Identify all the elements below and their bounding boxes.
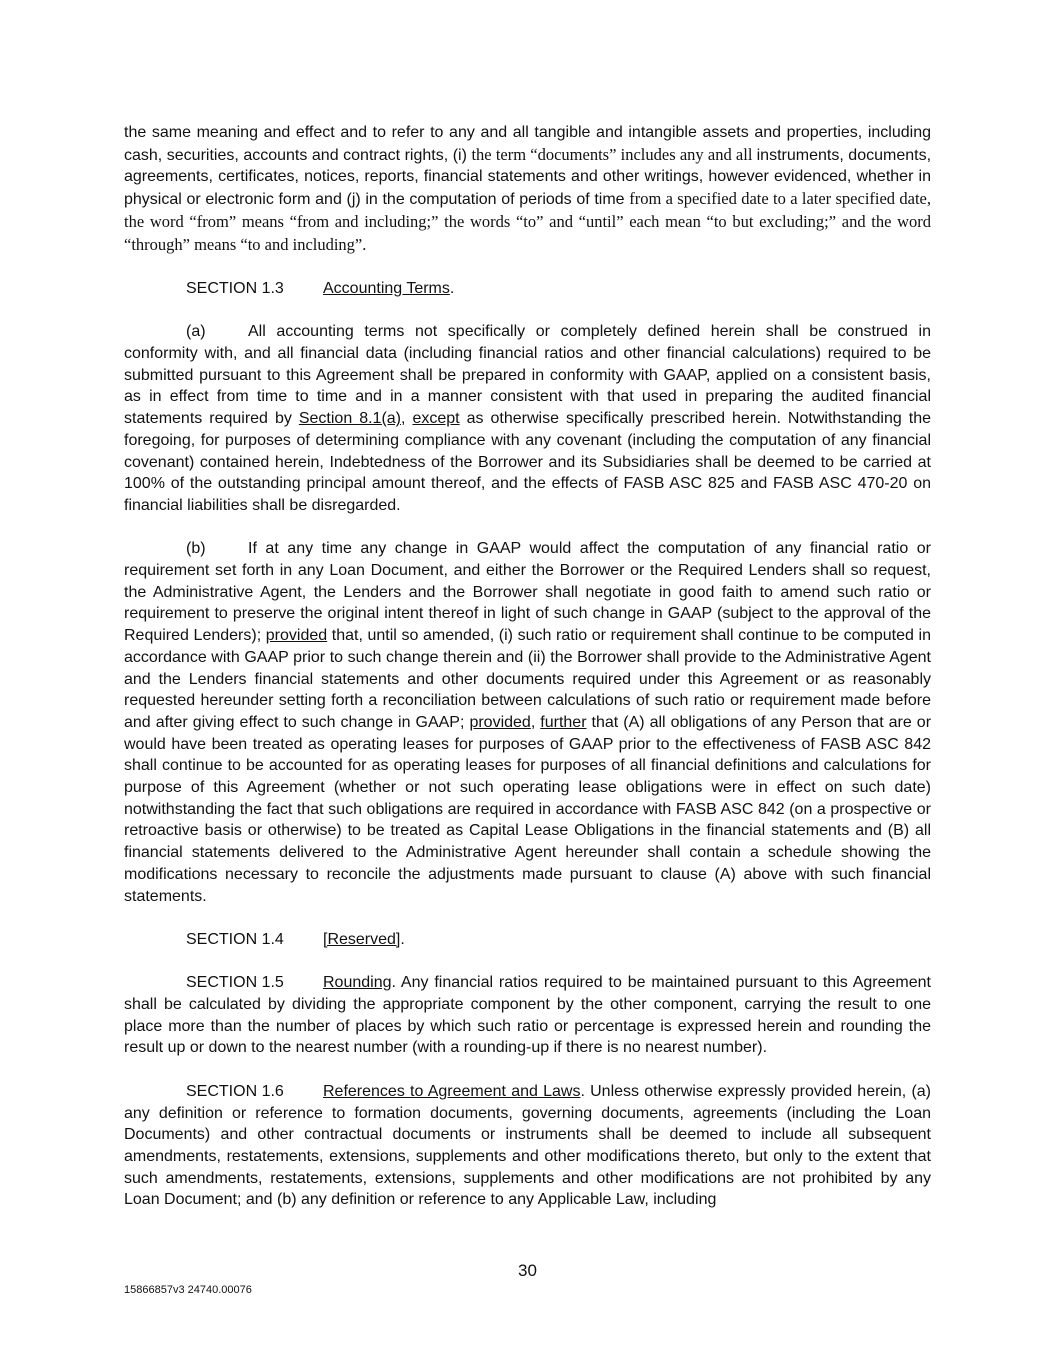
section-1-3-heading [124, 278, 931, 300]
paragraph-text: . Any financial ratios required to be maintained pursuant to this Agreement shall be calculated by dividing the appropriate component by the other component, carrying the result to one place more than the number of places by which such ratio or percentage is expressed herein and rounding the result up or down to the nearest number (with a rounding-up if there is no nearest number). [124, 974, 931, 1057]
section-title: Accounting Terms [323, 279, 450, 297]
section-title-period: . [400, 930, 405, 948]
section-1-3-paragraph-a [124, 321, 931, 516]
paragraph-text: All accounting terms not specifically or completely defined herein shall be construed in conformity with, and all financial data (including financial ratios and other financial calculations) required to be submitted pursuant to this Agreement shall be prepared in conformity with GAAP, applied on a consistent basis, as in effect from time to time and in a manner consistent with that used in preparing the audited financial statements required by [124, 323, 931, 428]
provided-term: provided [469, 713, 531, 731]
document-body [124, 122, 931, 1211]
paragraph-text: as otherwise specifically prescribed herein. Notwithstanding the foregoing, for purposes of determining compliance with any covenant (including the computation of any financial covenant) contained herein, Indebtedness of the Borrower and its Subsidiaries shall be deemed to be carried at 100% of the outstanding principal amount thereof, and the effects of FASB ASC 825 and FASB ASC 470-20 on financial liabilities shall be disregarded. [124, 410, 932, 514]
paragraph-text: . Unless otherwise expressly provided herein, (a) any definition or reference to formation documents, governing documents, agreements (including the Loan Documents) and other contractual documents or instruments shall be deemed to include all subsequent amendments, restatements, extensions, supplements and other modifications thereto, but only to the extent that such amendments, restatements, extensions, supplements and other modifications are not prohibited by any Loan Document; and (b) any definition or reference to any Applicable Law, including [124, 1082, 931, 1209]
section-number: SECTION 1.4 [186, 930, 284, 948]
provided-term: provided [265, 627, 328, 645]
section-1-4-heading [124, 929, 931, 951]
intro-text-2: the term “documents” includes any and all [471, 144, 757, 164]
page-number: 30 [518, 1261, 537, 1280]
paragraph-text: that (A) all obligations of any Person that are or would have been treated as operating leases for purposes of GAAP prior to the effectiveness of FASB ASC 842 shall continue to be accounted for as operating leases for purposes of all financial definitions and calculations for purpose of this Agreement (whether or not such operating lease obligations were in effect on such date) notwithstanding the fact that such obligations are required in accordance with FASB ASC 842 (on a prospective or retroactive basis or otherwise) to be treated as Capital Lease Obligations in the financial statements and (B) all financial statements delivered to the Administrative Agent hereunder shall contain a schedule showing the modifications necessary to reconcile the adjustments made pursuant to clause (A) above with such financial statements. [124, 713, 932, 905]
paragraph-label: (b) [186, 540, 206, 558]
further-term: further [540, 713, 587, 731]
paragraph-text: that, until so amended, (i) such ratio or requirement shall continue to be computed in accordance with GAAP prior to such change therein and (ii) the Borrower shall provide to the Administrative Agent and the Lenders financial statements and other documents required under this Agreement or as reasonably requested hereunder setting forth a reconciliation between calculations of such ratio or requirement made before and after giving effect to such change in GAAP; [124, 627, 931, 731]
paragraph-label: (a) [186, 323, 206, 341]
section-title: Rounding [323, 974, 392, 992]
intro-text-1: the same meaning and effect and to refer to any and all tangible and intangible assets and properties, including cash, securities, accounts and contract rights, (i) [124, 124, 931, 164]
section-reference: Section 8.1(a) [298, 410, 402, 428]
section-title: References to Agreement and Laws [323, 1082, 581, 1100]
section-title: [Reserved] [323, 930, 401, 948]
section-number: SECTION 1.6 [186, 1082, 284, 1100]
section-title-period: . [449, 279, 455, 297]
section-number: SECTION 1.3 [186, 279, 284, 297]
intro-text-4: from a specified date to a later specified date, the word “from” means “from and including;” the words “to” and “until” each mean “to but excluding;” and the word “through” means “to and including”. [124, 189, 932, 254]
intro-paragraph [124, 122, 931, 256]
paragraph-text: If at any time any change in GAAP would affect the computation of any financial ratio or requirement set forth in any Loan Document, and either the Borrower or the Required Lenders shall so request, the Administrative Agent, the Lenders and the Borrower shall negotiate in good faith to amend such ratio or requirement to preserve the original intent thereof in light of such change in GAAP (subject to the approval of the Required Lenders); [124, 540, 931, 645]
document-id: 15866857v3 24740.00076 [124, 1284, 252, 1296]
section-1-6-paragraph [124, 1081, 931, 1211]
section-1-3-paragraph-b [124, 538, 931, 907]
intro-text-3: instruments, documents, agreements, certificates, notices, reports, financial statements and other writings, however evidenced, whether in physical or electronic form and (j) in the computation of periods of time [124, 146, 932, 209]
paragraph-text: , [530, 713, 541, 731]
paragraph-text: , [401, 410, 413, 428]
except-term: except [412, 410, 460, 428]
section-1-5-paragraph [124, 972, 931, 1059]
section-number: SECTION 1.5 [186, 974, 284, 992]
